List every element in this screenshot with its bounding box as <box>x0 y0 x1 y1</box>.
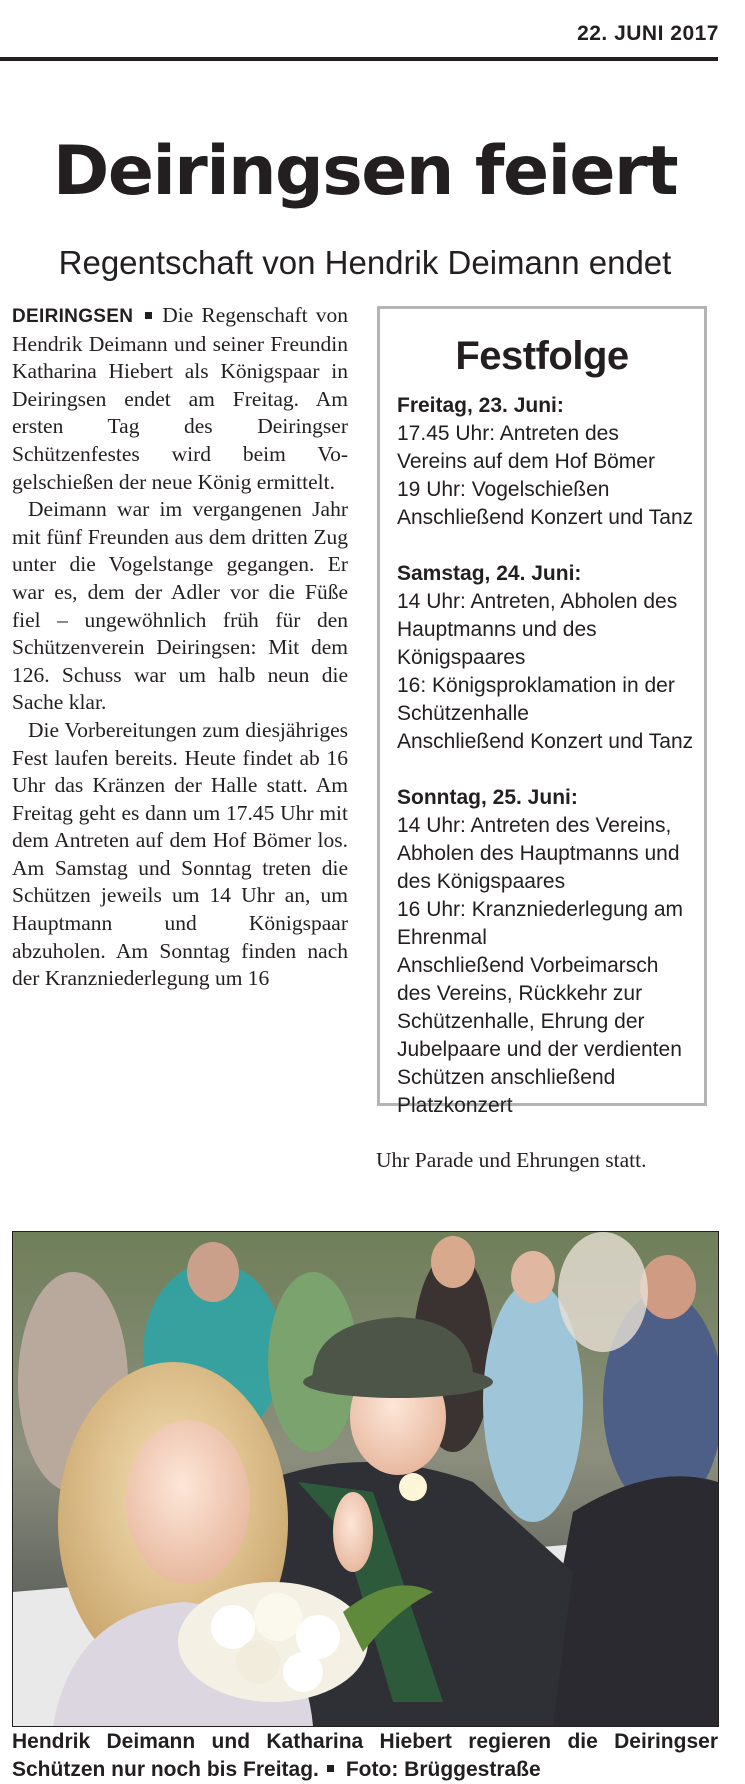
festfolge-box <box>377 306 707 1117</box>
paragraph-1-text: Die Regenschaft von Hendrik Deimann und seiner Freundin Katharina Hiebert als Königspaar in Deiringsen endet am Freitag. Am ersten Tag des Deiringser Schützenfestes wird beim Vogelschießen der neue König ermittelt. <box>12 303 348 494</box>
article-body-continued <box>376 1147 718 1175</box>
bullet-icon <box>145 312 152 319</box>
article-paragraph-3-continued: Uhr Parade und Ehrungen statt. <box>376 1148 647 1172</box>
article-paragraph-2: Deimann war im vergangenen Jahr mit fünf Freunden aus dem dritten Zug unter die Vogelstange gegangen. Er war es, dem der Adler vor die Füße fiel – ungewöhnlich früh für den Schützenverein Deiringsen: Mit dem 126. Schuss war um halb neun die Sache klar. <box>12 497 348 715</box>
photo-caption <box>12 1728 718 1784</box>
schedule-day-title: Sonntag, 25. Juni: <box>397 786 578 809</box>
schedule-line: 14 Uhr: Antreten, Abholen des Hauptmanns und des Königspaares <box>397 590 678 669</box>
bullet-icon <box>327 1765 334 1772</box>
schedule-day <box>397 392 694 532</box>
subheadline: Regentschaft von Hendrik Deimann endet <box>58 244 672 281</box>
news-photo <box>12 1231 719 1727</box>
schedule-line: 19 Uhr: Vogelschießen <box>397 478 610 501</box>
headline: Deiringsen feiert <box>52 132 678 211</box>
festfolge-schedule <box>397 392 694 1120</box>
article-body <box>12 302 348 993</box>
schedule-line: Anschließend Konzert und Tanz <box>397 506 694 529</box>
schedule-line: 14 Uhr: Antreten des Vereins, Abholen des Hauptmanns und des Königspaares <box>397 814 680 893</box>
header-rule <box>0 57 718 61</box>
schedule-day <box>397 560 694 756</box>
schedule-line: Anschließend Vorbeimarsch des Vereins, Rückkehr zur Schützenhalle, Ehrung der Jubelpaare und der verdienten Schützen anschließend Platzkonzert <box>397 954 682 1117</box>
schedule-line: 16: Königsproklamation in der Schützenhalle <box>397 674 675 725</box>
photo-illustration <box>13 1232 718 1726</box>
photo-credit: Foto: Brüggestraße <box>345 1758 541 1781</box>
issue-date: 22. JUNI 2017 <box>577 22 719 45</box>
schedule-line: Anschließend Konzert und Tanz <box>397 730 694 753</box>
festfolge-title: Festfolge <box>455 334 629 378</box>
article-paragraph-3: Die Vorbereitungen zum diesjähriges Fest laufen bereits. Heute findet ab 16 Uhr das Kränzen der Halle statt. Am Freitag geht es dann um 17.45 Uhr mit dem Antreten auf dem Hof Bömer los. Am Samstag und Sonntag treten die Schützen jeweils um 14 Uhr an, um Hauptmann und Königspaar abzuholen. Am Sonntag finden nach der Kranzniederlegung um 16 <box>12 717 348 991</box>
schedule-day-title: Freitag, 23. Juni: <box>397 394 564 417</box>
schedule-day-title: Samstag, 24. Juni: <box>397 562 582 585</box>
schedule-day <box>397 784 694 1120</box>
dateline: DEIRINGSEN <box>12 306 134 327</box>
article-paragraph-1 <box>12 302 348 496</box>
caption-text: Hendrik Deimann und Katharina Hiebert regieren die Deiringser Schützen nur noch bis Freitag. <box>12 1730 718 1781</box>
schedule-line: 17.45 Uhr: Antreten des Vereins auf dem Hof Bömer <box>397 422 655 473</box>
schedule-line: 16 Uhr: Kranzniederlegung am Ehrenmal <box>397 898 684 949</box>
